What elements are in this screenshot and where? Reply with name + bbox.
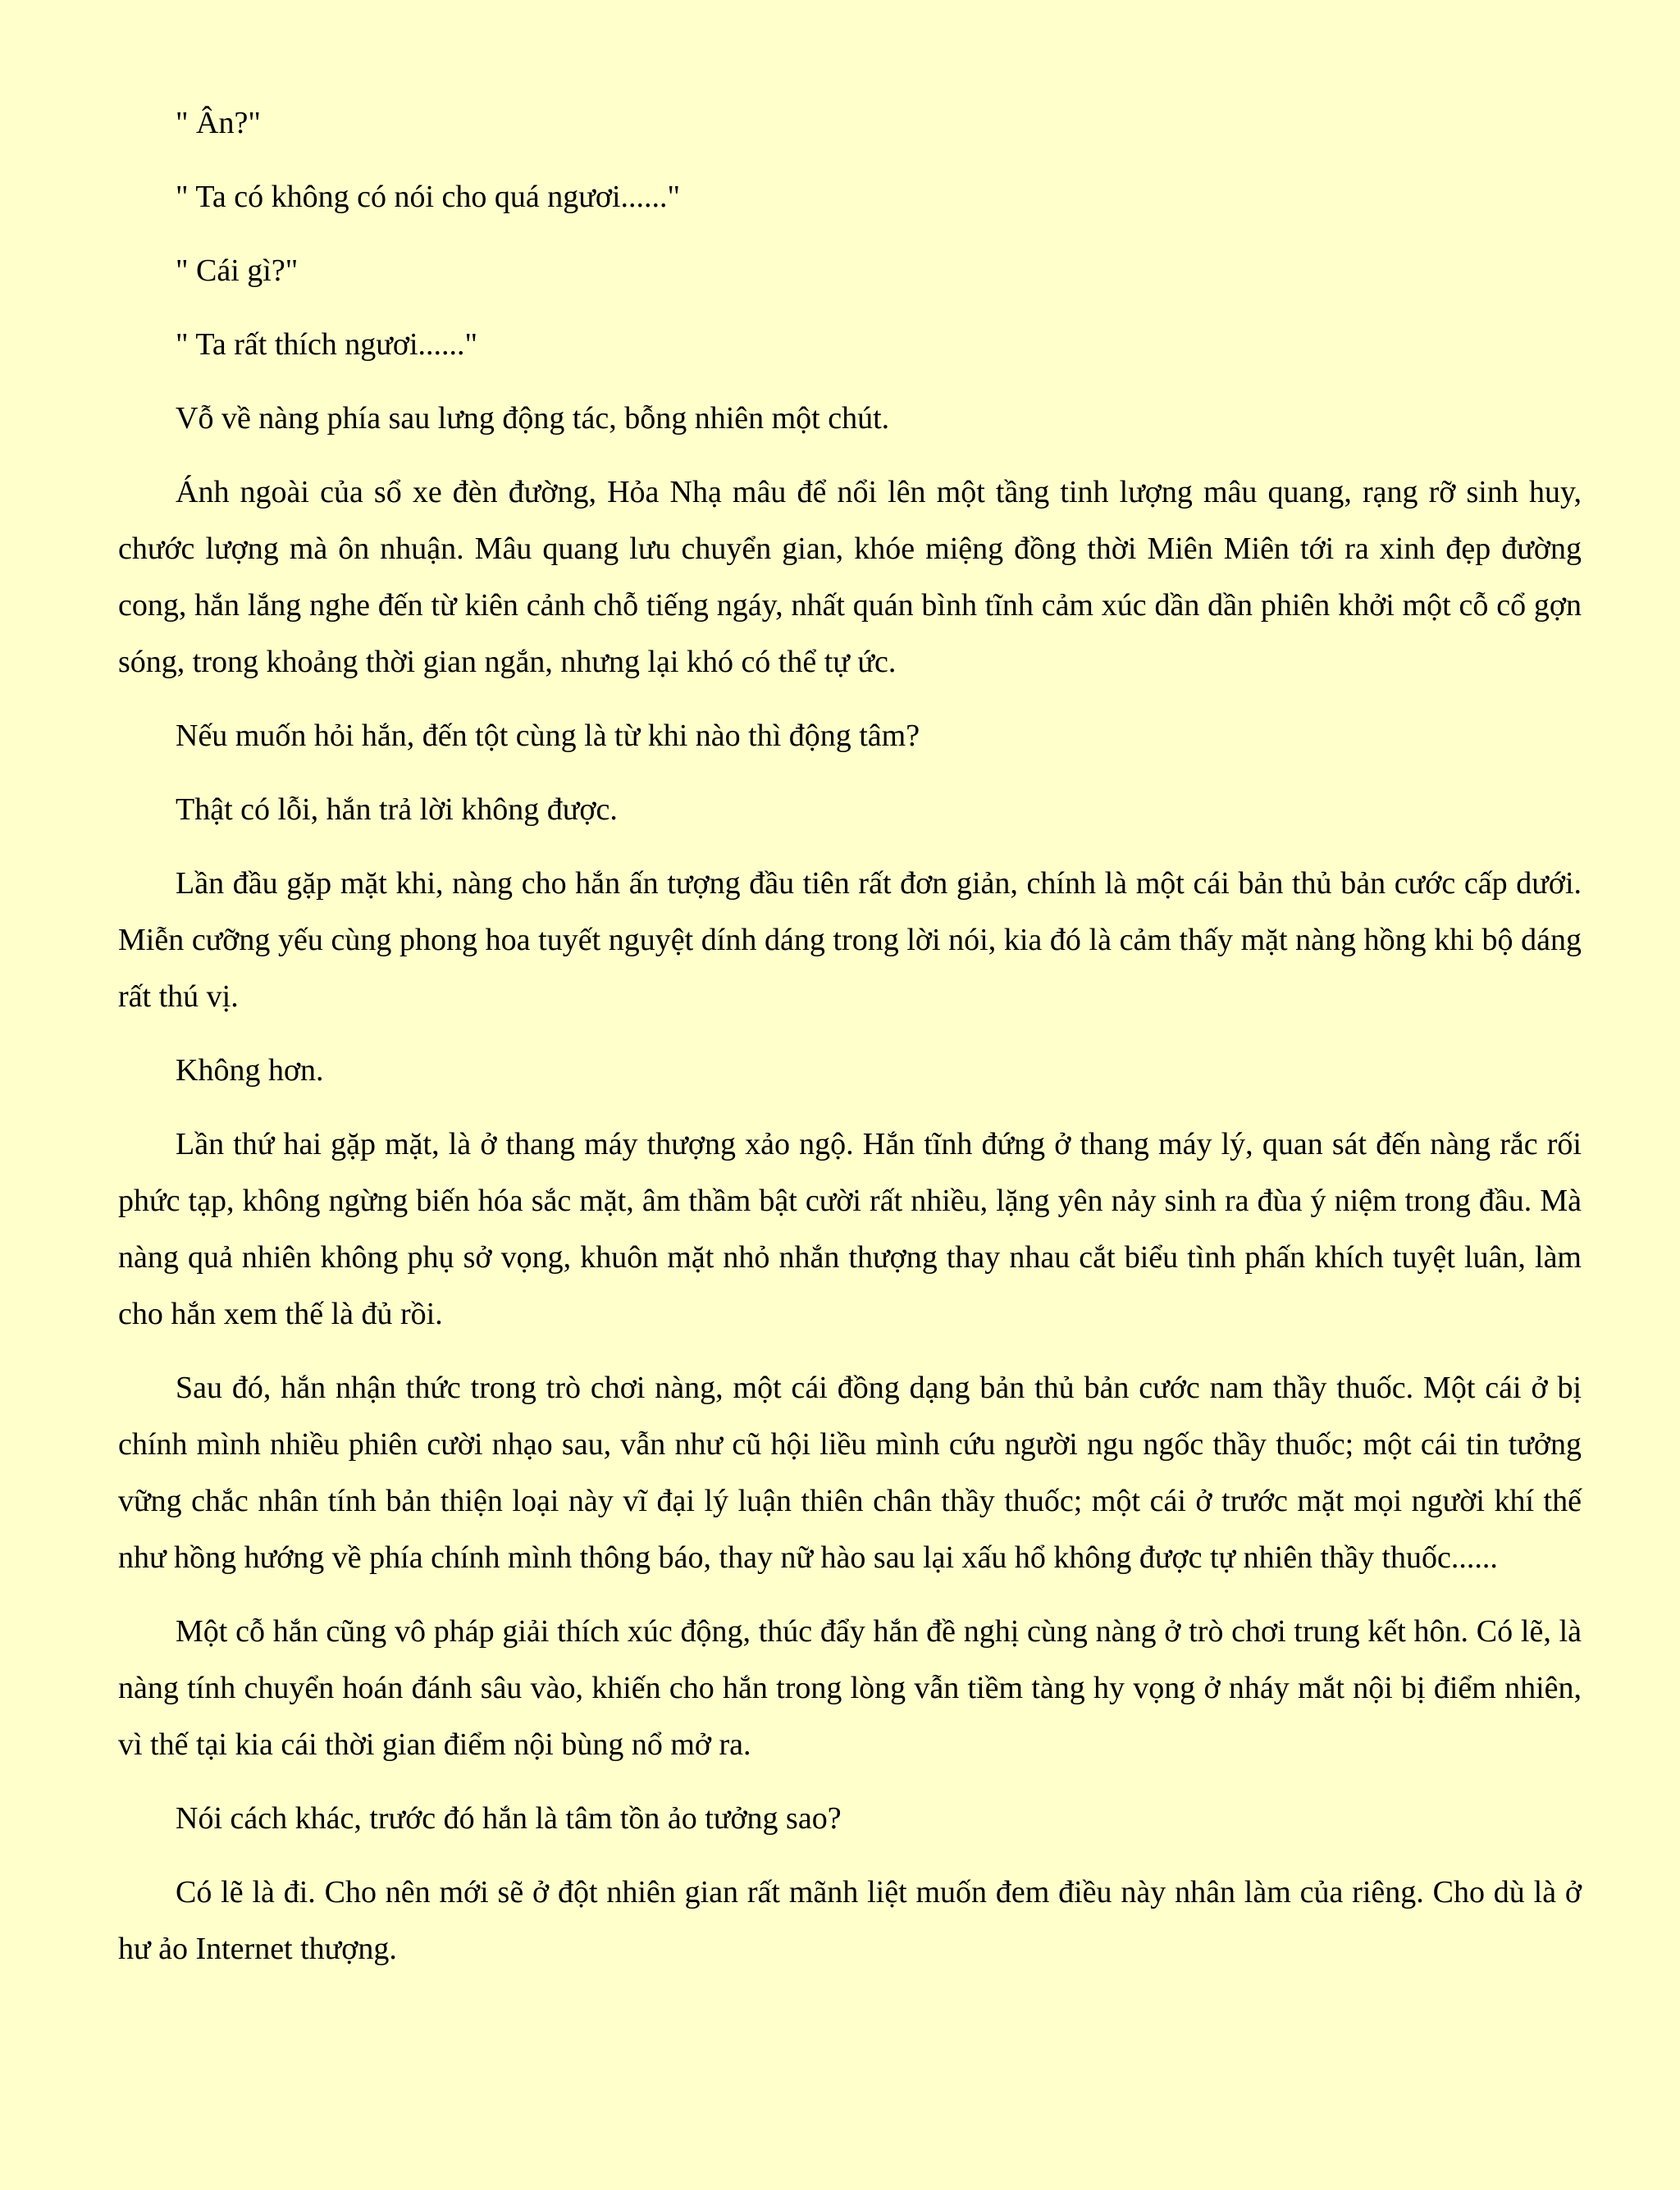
paragraph-6: Ánh ngoài của sổ xe đèn đường, Hỏa Nhạ mâu để nổi lên một tầng tinh lượng mâu quang, rạng rỡ sinh huy, chước lượng mà ôn nhuận. Mâu quang lưu chuyển gian, khóe miệng đồng thời Miên Miên tới ra xinh đẹp đường cong, hắn lắng nghe đến từ kiên cảnh chỗ tiếng ngáy, nhất quán bình tĩnh cảm xúc dần dần phiên khởi một cỗ cổ gợn sóng, trong khoảng thời gian ngắn, nhưng lại khó có thể tự ức. [118,475,1582,679]
paragraph-11: Lần thứ hai gặp mặt, là ở thang máy thượng xảo ngộ. Hắn tĩnh đứng ở thang máy lý, quan sát đến nàng rắc rối phức tạp, không ngừng biến hóa sắc mặt, âm thầm bật cười rất nhiều, lặng yên nảy sinh ra đùa ý niệm trong đầu. Mà nàng quả nhiên không phụ sở vọng, khuôn mặt nhỏ nhắn thượng thay nhau cắt biểu tình phấn khích tuyệt luân, làm cho hắn xem thế là đủ rồi. [118,1127,1582,1331]
paragraph-14: Nói cách khác, trước đó hắn là tâm tồn ảo tưởng sao? [176,1801,842,1836]
paragraph-3: " Cái gì?" [176,253,299,288]
paragraph-12: Sau đó, hắn nhận thức trong trò chơi nàng, một cái đồng dạng bản thủ bản cước nam thầy thuốc. Một cái ở bị chính mình nhiều phiên cười nhạo sau, vẫn như cũ hội liều mình cứu người ngu ngốc thầy thuốc; một cái tin tưởng vững chắc nhân tính bản thiện loại này vĩ đại lý luận thiên chân thầy thuốc; một cái ở trước mặt mọi người khí thế như hồng hướng về phía chính mình thông báo, thay nữ hào sau lại xấu hổ không được tự nhiên thầy thuốc...... [118,1371,1582,1575]
paragraph-8: Thật có lỗi, hắn trả lời không được. [176,792,618,827]
paragraph-2: " Ta có không có nói cho quá ngươi......" [176,180,681,214]
paragraph-13: Một cỗ hắn cũng vô pháp giải thích xúc động, thúc đẩy hắn đề nghị cùng nàng ở trò chơi trung kết hôn. Có lẽ, là nàng tính chuyển hoán đánh sâu vào, khiến cho hắn trong lòng vẫn tiềm tàng hy vọng ở nháy mắt nội bị điểm nhiên, vì thế tại kia cái thời gian điểm nội bùng nổ mở ra. [118,1614,1582,1762]
paragraph-9: Lần đầu gặp mặt khi, nàng cho hắn ấn tượng đầu tiên rất đơn giản, chính là một cái bản thủ bản cước cấp dưới. Miễn cưỡng yếu cùng phong hoa tuyết nguyệt dính dáng trong lời nói, kia đó là cảm thấy mặt nàng hồng khi bộ dáng rất thú vị. [118,866,1582,1014]
paragraph-1: " Ân?" [176,106,261,140]
document-page [118,95,1582,1995]
paragraph-5: Vỗ về nàng phía sau lưng động tác, bỗng nhiên một chút. [176,401,890,436]
paragraph-10: Không hơn. [176,1053,324,1088]
paragraph-7: Nếu muốn hỏi hắn, đến tột cùng là từ khi nào thì động tâm? [176,719,920,753]
paragraph-4: " Ta rất thích ngươi......" [176,327,478,362]
paragraph-15: Có lẽ là đi. Cho nên mới sẽ ở đột nhiên gian rất mãnh liệt muốn đem điều này nhân làm của riêng. Cho dù là ở hư ảo Internet thượng. [118,1875,1582,1966]
